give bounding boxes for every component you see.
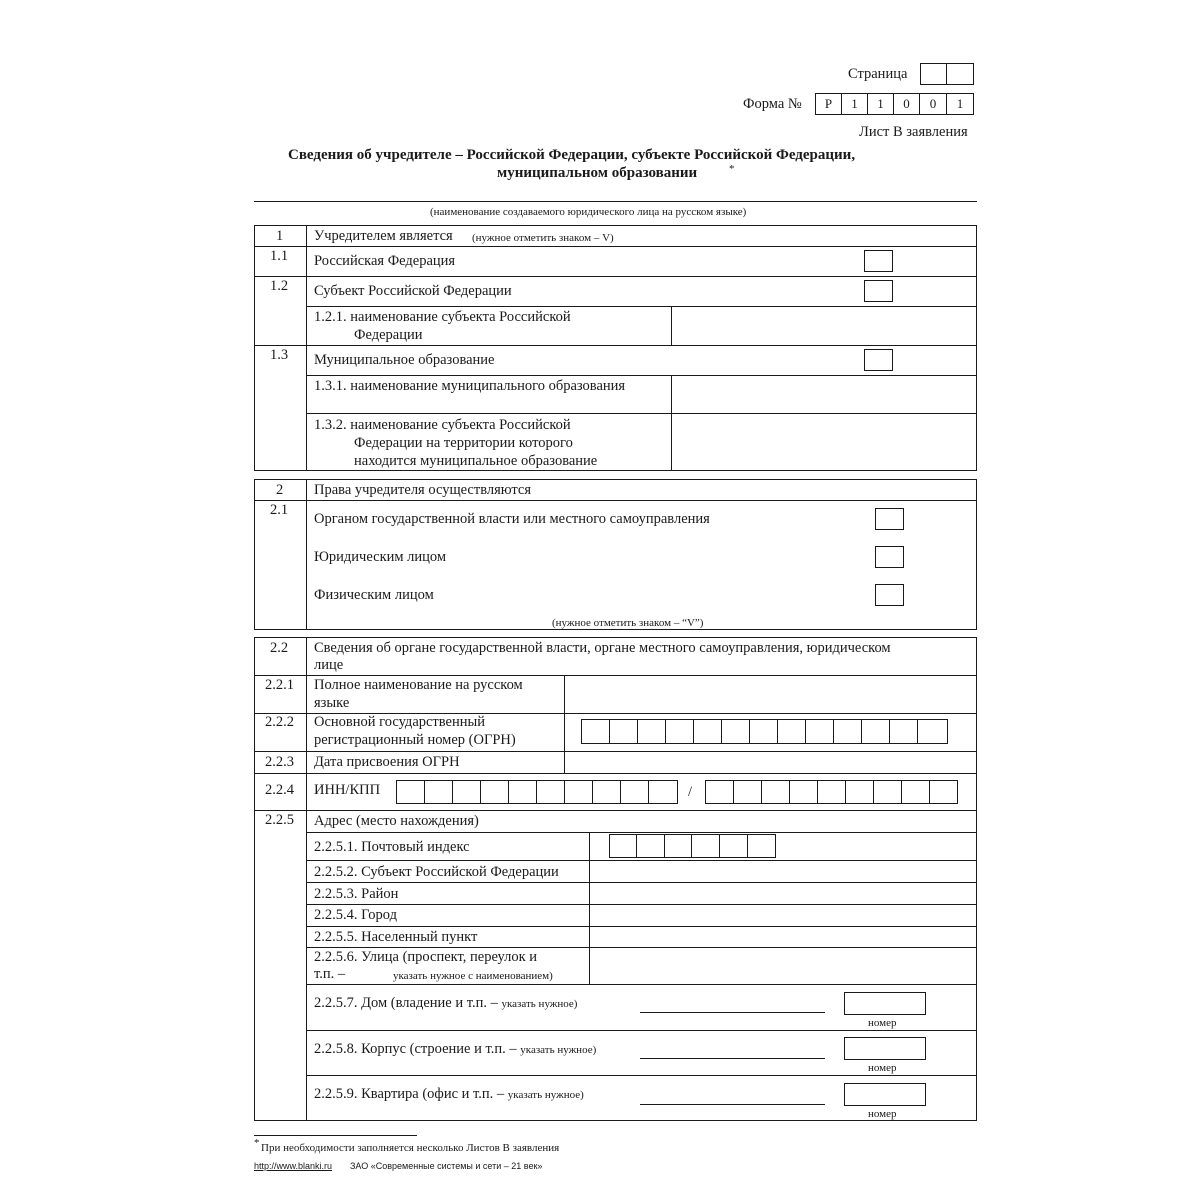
item-1-1-num: 1.1 [270,248,289,264]
district-field[interactable] [591,884,975,903]
inn-cell[interactable] [509,780,537,804]
house-number-box[interactable] [844,992,926,1015]
federal-subject-name-field[interactable] [673,308,975,343]
row-2-2-3-num: 2.2.3 [265,754,294,770]
form-code-cell: 1 [868,93,894,115]
form-code-cell: 0 [894,93,920,115]
row-2-2-1-label-cont: языке [314,695,350,711]
postal-cell[interactable] [609,834,637,858]
form-code-cell: Р [815,93,842,115]
footnote-text: При необходимости заполняется несколько Листов В заявления [261,1142,560,1154]
postal-cell[interactable] [748,834,776,858]
address-subject-field[interactable] [591,862,975,881]
form-code-cell: 0 [920,93,947,115]
ogrn-cell[interactable] [806,719,834,744]
ogrn-date-field[interactable] [566,753,975,772]
row-2-2-2-num: 2.2.2 [265,714,294,730]
street-hint: указать нужное с наименованием) [393,970,553,982]
building-type-line[interactable] [640,1058,825,1059]
kpp-cells[interactable] [705,780,958,804]
inn-cell[interactable] [649,780,678,804]
ogrn-cell[interactable] [750,719,778,744]
page-number-cells[interactable] [920,63,974,85]
apartment-number-caption: номер [868,1108,897,1120]
item-1-3-2-label: 1.3.2. наименование субъекта Российской [314,417,571,433]
row-2-2-1-num: 2.2.1 [265,677,294,693]
page-digit-cell[interactable] [947,63,974,85]
kpp-cell[interactable] [930,780,958,804]
row-2-2-4-label: ИНН/КПП [314,782,381,798]
row-2-2-5-label: Адрес (место нахождения) [314,813,479,829]
street-label-cont: т.п. – [314,966,346,982]
title-footnote-mark: * [729,163,735,175]
form-title-line2: муниципальном образовании [497,165,698,181]
kpp-cell[interactable] [734,780,762,804]
ogrn-cell[interactable] [581,719,610,744]
section-2-2-label-cont: лице [314,657,344,673]
option-government-label: Органом государственной власти или местного самоуправления [314,511,710,527]
org-name-caption: (наименование создаваемого юридического лица на русском языке) [430,206,747,218]
house-type-line[interactable] [640,1012,825,1013]
sheet-label: Лист В заявления [859,124,968,140]
item-1-2-num: 1.2 [270,278,289,294]
postal-cell[interactable] [665,834,692,858]
ogrn-cell[interactable] [778,719,806,744]
form-code-cell: 1 [947,93,974,115]
item-1-2-1-label-cont: Федерации [354,327,423,343]
ogrn-cell[interactable] [862,719,890,744]
kpp-cell[interactable] [846,780,874,804]
form-code-cells [815,93,974,115]
row-2-2-3-label: Дата присвоения ОГРН [314,754,460,770]
apartment-label: 2.2.5.9. Квартира (офис и т.п. – указать нужное) [314,1086,584,1102]
section-2-2-label: Сведения об органе государственной власти, органе местного самоуправления, юридическом [314,640,891,656]
inn-cell[interactable] [481,780,509,804]
kpp-cell[interactable] [818,780,846,804]
building-number-box[interactable] [844,1037,926,1060]
item-1-3-2-label-cont2: находится муниципальное образование [354,453,598,469]
company-name: ЗАО «Современные системы и сети – 21 век» [350,1161,543,1171]
item-1-1-label: Российская Федерация [314,253,456,269]
settlement-label: 2.2.5.5. Населенный пункт [314,929,478,945]
postal-cell[interactable] [720,834,748,858]
street-field[interactable] [591,949,975,983]
row-2-2-2-label-cont: регистрационный номер (ОГРН) [314,732,516,748]
section-2-label: Права учредителя осуществляются [314,482,532,498]
inn-cell[interactable] [425,780,453,804]
kpp-cell[interactable] [705,780,734,804]
postal-code-label: 2.2.5.1. Почтовый индекс [314,839,470,855]
ogrn-cell[interactable] [834,719,862,744]
street-label: 2.2.5.6. Улица (проспект, переулок и [314,949,538,965]
kpp-cell[interactable] [790,780,818,804]
item-2-1-num: 2.1 [270,502,289,518]
ogrn-cell[interactable] [918,719,948,744]
inn-cells[interactable] [396,780,678,804]
form-title-line1: Сведения об учредителе – Российской Федерации, субъекте Российской Федерации, [288,147,856,163]
full-name-field[interactable] [566,677,975,711]
municipality-checkbox[interactable] [864,349,893,371]
house-label: 2.2.5.7. Дом (владение и т.п. – указать нужное) [314,995,578,1011]
item-1-3-num: 1.3 [270,347,289,363]
section-2-num: 2 [276,482,284,498]
federal-subject-checkbox[interactable] [864,280,893,302]
row-2-2-2-label: Основной государственный [314,714,485,730]
section-2-hint: (нужное отметить знаком – “V”) [552,617,704,629]
postal-code-cells[interactable] [609,834,776,858]
org-name-line[interactable] [254,201,977,202]
settlement-field[interactable] [591,928,975,946]
kpp-cell[interactable] [874,780,902,804]
footnote-mark: * [254,1137,260,1149]
item-1-2-1-label: 1.2.1. наименование субъекта Российской [314,309,571,325]
inn-cell[interactable] [453,780,481,804]
item-1-3-2-label-cont: Федерации на территории которого [354,435,573,451]
building-label: 2.2.5.8. Корпус (строение и т.п. – указать нужное) [314,1041,597,1057]
section-1-hint: (нужное отметить знаком – V) [472,232,614,244]
kpp-cell[interactable] [902,780,930,804]
section-1-label: Учредителем является [314,228,453,244]
city-field[interactable] [591,906,975,925]
ogrn-cells[interactable] [581,719,948,744]
apartment-number-box[interactable] [844,1083,926,1106]
item-1-3-label: Муниципальное образование [314,352,495,368]
row-2-2-1-label: Полное наименование на русском [314,677,523,693]
inn-cell[interactable] [537,780,565,804]
individual-checkbox[interactable] [875,584,904,606]
kpp-cell[interactable] [762,780,790,804]
page-digit-cell[interactable] [920,63,947,85]
page-label: Страница [848,66,908,82]
ogrn-cell[interactable] [890,719,918,744]
inn-cell[interactable] [565,780,593,804]
item-1-3-1-label: 1.3.1. наименование муниципального образования [314,378,626,394]
district-label: 2.2.5.3. Район [314,886,399,902]
ogrn-cell[interactable] [638,719,666,744]
row-2-2-4-num: 2.2.4 [265,782,294,798]
ogrn-cell[interactable] [610,719,638,744]
form-label: Форма № [743,96,802,112]
house-number-caption: номер [868,1017,897,1029]
apartment-type-line[interactable] [640,1104,825,1105]
russian-federation-checkbox[interactable] [864,250,893,272]
ogrn-cell[interactable] [722,719,750,744]
city-label: 2.2.5.4. Город [314,907,397,923]
form-code-cell: 1 [842,93,868,115]
source-link[interactable]: http://www.blanki.ru [254,1161,333,1171]
inn-kpp-separator: / [688,784,693,800]
section-1-num: 1 [276,228,284,244]
inn-cell[interactable] [621,780,649,804]
option-legal-entity-label: Юридическим лицом [314,549,447,565]
ogrn-cell[interactable] [666,719,694,744]
legal-entity-checkbox[interactable] [875,546,904,568]
inn-cell[interactable] [396,780,425,804]
postal-cell[interactable] [637,834,665,858]
inn-cell[interactable] [593,780,621,804]
option-individual-label: Физическим лицом [314,587,434,603]
footnote-divider [254,1135,417,1136]
address-subject-label: 2.2.5.2. Субъект Российской Федерации [314,864,559,880]
section-2-2-num: 2.2 [270,640,289,656]
postal-cell[interactable] [692,834,720,858]
building-number-caption: номер [868,1062,897,1074]
item-1-2-label: Субъект Российской Федерации [314,283,512,299]
ogrn-cell[interactable] [694,719,722,744]
municipality-name-field[interactable] [673,377,975,411]
government-body-checkbox[interactable] [875,508,904,530]
municipality-subject-field[interactable] [673,415,975,469]
row-2-2-5-num: 2.2.5 [265,812,294,828]
